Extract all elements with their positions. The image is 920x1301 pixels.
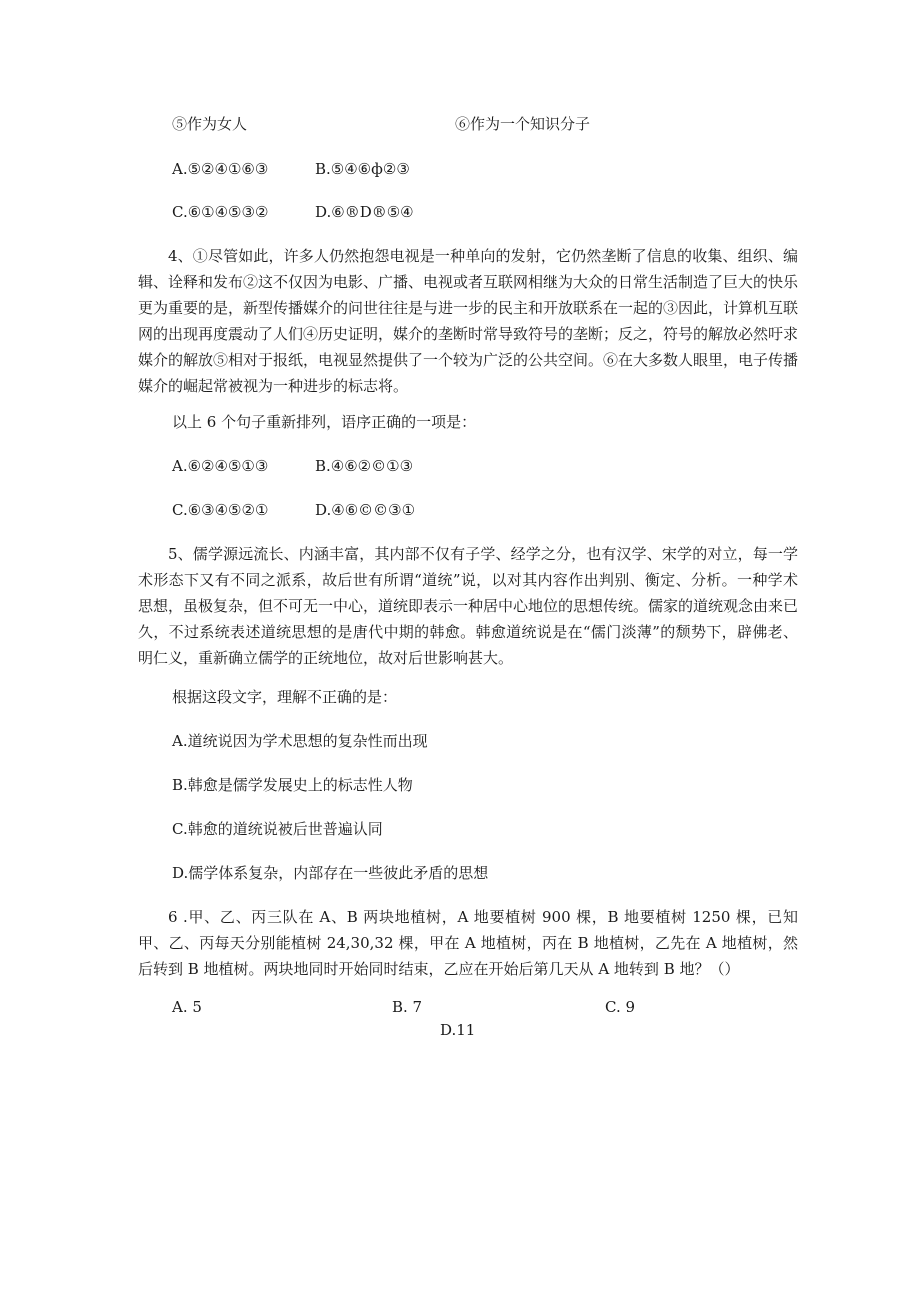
q4-option-b: B.④⑥②©①③ <box>315 457 414 475</box>
q4-option-a: A.⑥②④⑤①③ <box>172 457 269 475</box>
q6-option-c: C. 9 <box>605 998 636 1016</box>
q3-option-b: B.⑤④⑥ф②③ <box>315 160 410 178</box>
q3-option-a: A.⑤②④①⑥③ <box>172 160 269 178</box>
q3-option-d: D.⑥®D®⑤④ <box>315 203 414 221</box>
q3-item-5: ⑤作为女人 <box>172 115 248 133</box>
q5-option-b: B.韩愈是儒学发展史上的标志性人物 <box>172 776 413 794</box>
q3-item-6: ⑥作为一个知识分子 <box>455 115 591 133</box>
q5-option-d: D.儒学体系复杂，内部存在一些彼此矛盾的思想 <box>172 864 489 882</box>
q6-option-b: B. 7 <box>392 998 423 1016</box>
q5-prompt: 根据这段文字，理解不正确的是： <box>172 688 398 706</box>
q4-prompt: 以上 6 个句子重新排列，语序正确的一项是： <box>172 413 477 431</box>
q5-option-c: C.韩愈的道统说被后世普遍认同 <box>172 820 383 838</box>
q6-option-d: D.11 <box>440 1021 476 1039</box>
q4-option-c: C.⑥③④⑤②① <box>172 501 269 519</box>
q5-passage: 5、儒学源远流长、内涵丰富，其内部不仅有子学、经学之分，也有汉学、宋学的对立，每一学术形态下又有不同之派系，故后世有所谓“道统”说，以对其内容作出判别、衡定、分析。一种学术思想，虽极复杂，但不可无一中心，道统即表示一种居中心地位的思想传统。儒家的道统观念由来已久，不过系统表述道统思想的是唐代中期的韩愈。韩愈道统说是在“儒门淡薄”的颓势下，辟佛老、明仁义，重新确立儒学的正统地位，故对后世影响甚大。 <box>138 545 799 667</box>
q4-option-d: D.④⑥©©③① <box>315 501 416 519</box>
q6-passage: 6 .甲、乙、丙三队在 A、B 两块地植树，A 地要植树 900 棵，B 地要植树 1250 棵，已知甲、乙、丙每天分别能植树 24,30,32 棵，甲在 A 地植树，丙在 B 地植树，乙先在 A 地植树，然后转到 B 地植树。两块地同时开始同时结束，乙应在开始后第几天从 A 地转到 B 地？（） <box>138 908 798 978</box>
q3-option-c: C.⑥①④⑤③② <box>172 203 269 221</box>
q4-passage: 4、①尽管如此，许多人仍然抱怨电视是一种单向的发射，它仍然垄断了信息的收集、组织、编辑、诠释和发布②这不仅因为电影、广播、电视或者互联网相继为大众的日常生活制造了巨大的快乐 更为重要的是，新型传播媒介的问世往往是与进一步的民主和开放联系在一起的③因此，计算机互联网的出现再度震动了人们④历史证明，媒介的垄断时常导致符号的垄断；反之，符号的解放必然吁求媒介的解放⑤相对于报纸，电视显然提供了一个较为广泛的公共空间。⑥在大多数人眼里，电子传播媒介的崛起常被视为一种进步的标志将。 <box>138 247 799 395</box>
q5-option-a: A.道统说因为学术思想的复杂性而出现 <box>172 732 428 750</box>
q6-option-a: A. 5 <box>172 998 202 1016</box>
